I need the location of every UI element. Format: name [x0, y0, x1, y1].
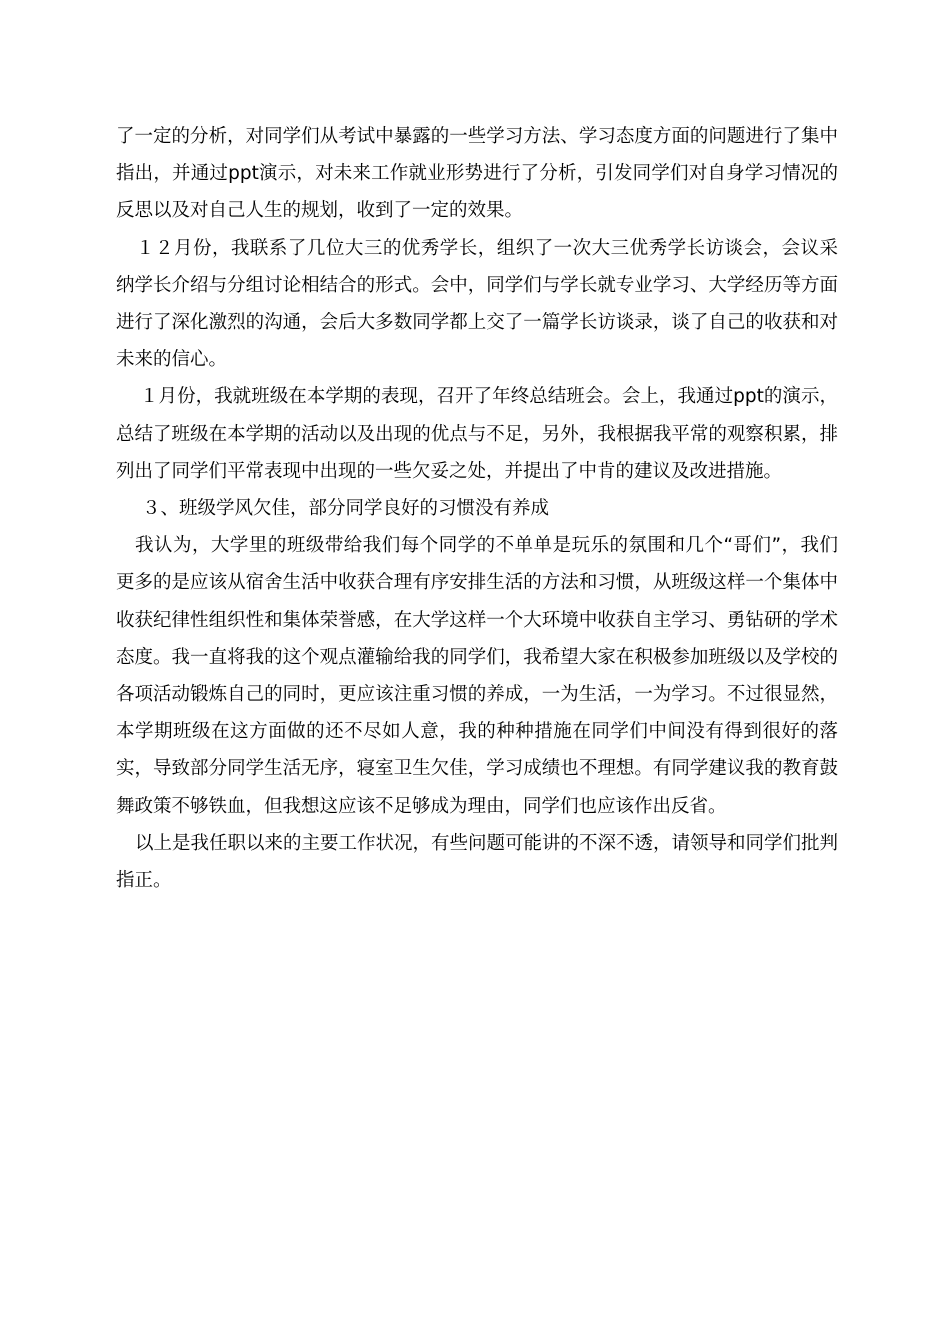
paragraph-analysis-continued: 了一定的分析，对同学们从考试中暴露的一些学习方法、学习态度方面的问题进行了集中指出，并通过ppt演示，对未来工作就业形势进行了分析，引发同学们对自身学习情况的反思以及对自己人生的规划，收到了一定的效果。 [116, 126, 838, 222]
paragraph-january-summary: １月份，我就班级在本学期的表现，召开了年终总结班会。会上，我通过ppt的演示，总结了班级在本学期的活动以及出现的优点与不足，另外，我根据我平常的观察积累，排列出了同学们平常表现中出现的一些欠妥之处，并提出了中肯的建议及改进措施。 [116, 386, 838, 482]
paragraph-closing: 以上是我任职以来的主要工作状况，有些问题可能讲的不深不透，请领导和同学们批判指正。 [116, 832, 839, 892]
section-heading-study-habits: ３、班级学风欠佳，部分同学良好的习惯没有养成 [142, 498, 550, 520]
paragraph-december-interview: １２月份，我联系了几位大三的优秀学长，组织了一次大三优秀学长访谈会，会议采纳学长介绍与分组讨论相结合的形式。会中，同学们与学长就专业学习、大学经历等方面进行了深化激烈的沟通，会后大多数同学都上交了一篇学长访谈录，谈了自己的收获和对未来的信心。 [116, 237, 838, 371]
document-body [116, 118, 838, 899]
paragraph-class-habits: 我认为，大学里的班级带给我们每个同学的不单单是玩乐的氛围和几个“哥们”，我们更多的是应该从宿舍生活中收获合理有序安排生活的方法和习惯，从班级这样一个集体中收获纪律性组织性和集体荣誉感，在大学这样一个大环境中收获自主学习、勇钻研的学术态度。我一直将我的这个观点灌输给我的同学们，我希望大家在积极参加班级以及学校的各项活动锻炼自己的同时，更应该注重习惯的养成，一为生活，一为学习。不过很显然，本学期班级在这方面做的还不尽如人意，我的种种措施在同学们中间没有得到很好的落实，导致部分同学生活无序，寝室卫生欠佳，学习成绩也不理想。有同学建议我的教育鼓舞政策不够铁血，但我想这应该不足够成为理由，同学们也应该作出反省。 [116, 535, 838, 817]
